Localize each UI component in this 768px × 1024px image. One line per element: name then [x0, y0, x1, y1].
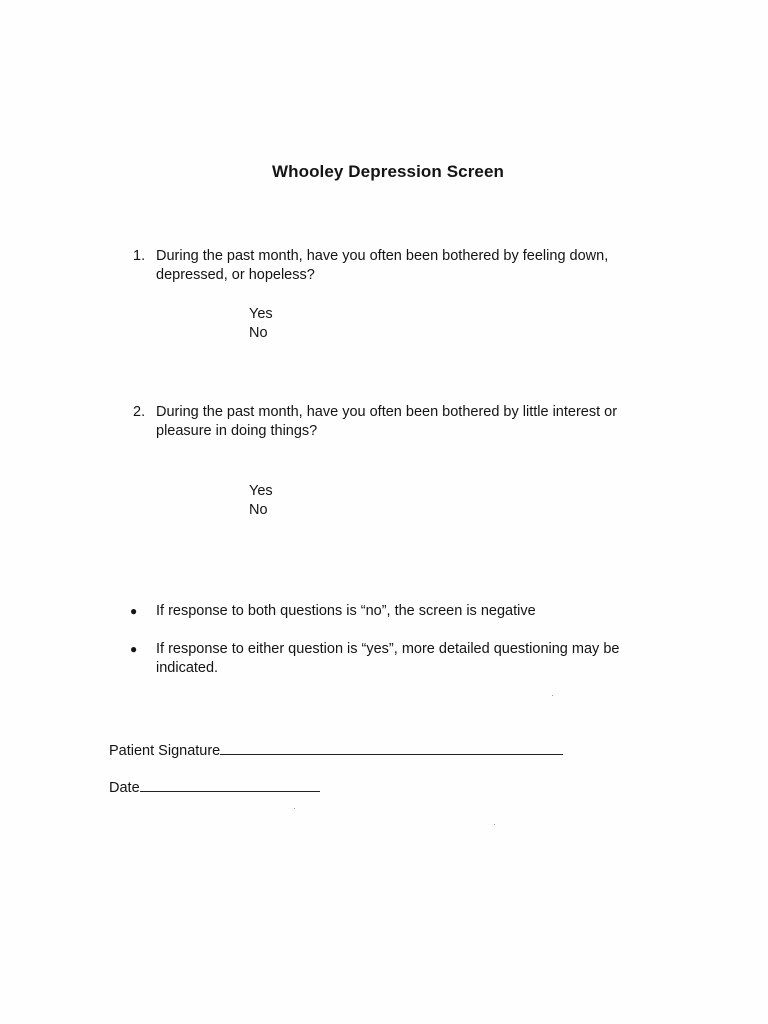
note-text: If response to either question is “yes”, more detailed questioning may be indicated. — [156, 641, 620, 676]
question-2-option-no[interactable]: No — [249, 502, 268, 518]
date-field — [109, 777, 320, 798]
question-1-text: During the past month, have you often been bothered by feeling down, depressed, or hopeless? — [156, 248, 609, 283]
question-1-option-yes[interactable]: Yes — [249, 306, 273, 322]
question-2-number: 2. — [133, 404, 146, 420]
question-2-text: During the past month, have you often been bothered by little interest or pleasure in doing things? — [156, 404, 618, 439]
question-1-option-no[interactable]: No — [249, 325, 268, 341]
patient-signature-field — [109, 740, 563, 761]
question-1-options — [249, 305, 273, 343]
note-text: If response to both questions is “no”, the screen is negative — [156, 603, 536, 619]
date-line[interactable] — [140, 777, 320, 792]
question-1-number: 1. — [133, 248, 146, 264]
question-2-option-yes[interactable]: Yes — [249, 483, 273, 499]
bullet-icon: ● — [130, 604, 138, 618]
date-label: Date — [109, 780, 140, 796]
scan-speck — [552, 695, 553, 696]
scan-speck — [294, 808, 295, 809]
scan-speck — [494, 824, 495, 825]
patient-signature-line[interactable] — [220, 740, 563, 755]
bullet-icon: ● — [130, 642, 138, 656]
question-2-options — [249, 482, 273, 520]
patient-signature-label: Patient Signature — [109, 743, 221, 759]
form-title: Whooley Depression Screen — [271, 162, 505, 181]
